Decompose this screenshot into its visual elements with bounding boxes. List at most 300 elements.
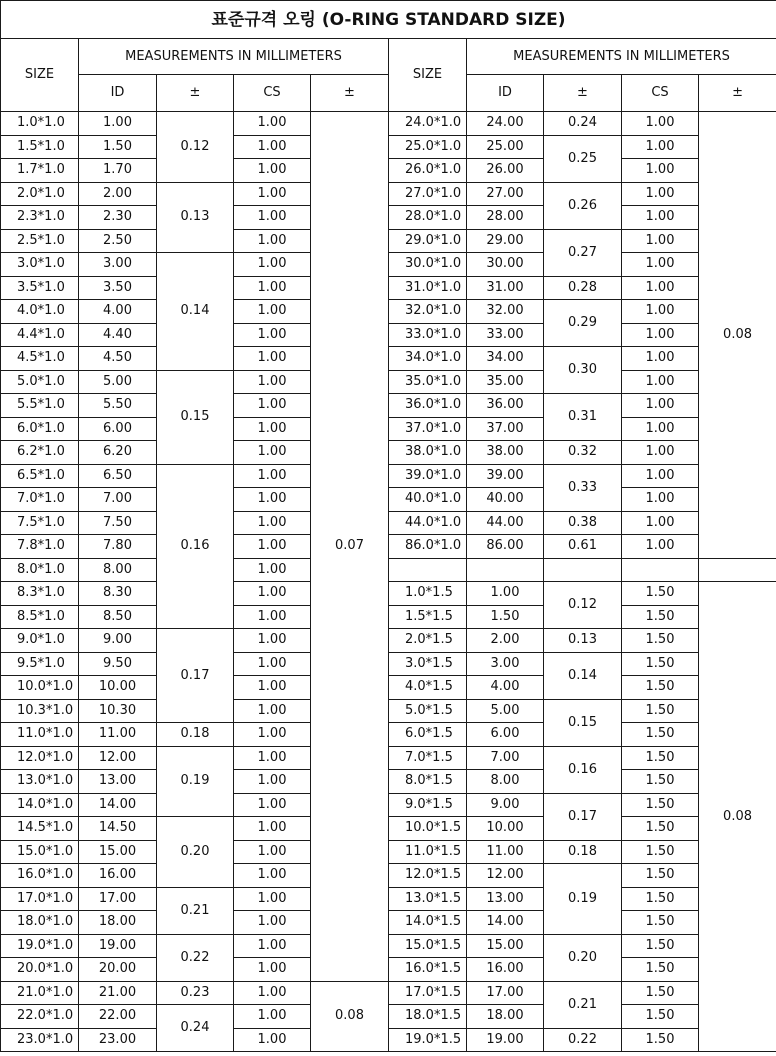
table-row	[1, 253, 776, 277]
id-cell: 39.00	[467, 464, 544, 488]
size-cell: 8.0*1.0	[1, 558, 79, 582]
size-cell: 2.0*1.5	[389, 629, 467, 653]
size-cell: 21.0*1.0	[1, 981, 79, 1005]
id-header-left: ID	[79, 75, 157, 112]
tolerance-cell: 0.16	[157, 464, 234, 629]
cs-cell: 1.00	[234, 817, 311, 841]
tolerance-cell: 0.16	[544, 746, 622, 793]
id-cell: 22.00	[79, 1005, 157, 1029]
size-cell: 24.0*1.0	[389, 112, 467, 136]
size-cell: 19.0*1.5	[389, 1028, 467, 1052]
size-cell: 37.0*1.0	[389, 417, 467, 441]
table-row	[1, 511, 776, 535]
cs-cell: 1.00	[234, 676, 311, 700]
cs-cell: 1.00	[622, 323, 699, 347]
table-row	[1, 394, 776, 418]
table-row	[1, 488, 776, 512]
cs-cell: 1.00	[234, 464, 311, 488]
cs-cell: 1.00	[234, 652, 311, 676]
size-cell: 6.0*1.0	[1, 417, 79, 441]
table-row	[1, 300, 776, 324]
id-cell: 9.50	[79, 652, 157, 676]
table-row	[1, 652, 776, 676]
cs-cell: 1.50	[622, 793, 699, 817]
table-row	[1, 911, 776, 935]
cs-cell: 1.00	[234, 629, 311, 653]
cs-header-left: CS	[234, 75, 311, 112]
size-cell: 9.5*1.0	[1, 652, 79, 676]
cs-cell: 1.00	[622, 135, 699, 159]
id-cell: 4.00	[467, 676, 544, 700]
size-cell: 13.0*1.0	[1, 770, 79, 794]
id-cell: 33.00	[467, 323, 544, 347]
tolerance-cell	[544, 558, 622, 582]
cs-cell: 1.00	[234, 605, 311, 629]
size-cell: 7.0*1.0	[1, 488, 79, 512]
tolerance-cell: 0.38	[544, 511, 622, 535]
table-row	[1, 206, 776, 230]
cs-cell: 1.00	[234, 441, 311, 465]
size-cell: 14.0*1.0	[1, 793, 79, 817]
id-cell: 9.00	[467, 793, 544, 817]
size-cell: 17.0*1.5	[389, 981, 467, 1005]
tolerance-cell: 0.20	[544, 934, 622, 981]
id-cell: 2.00	[79, 182, 157, 206]
id-cell: 29.00	[467, 229, 544, 253]
id-cell: 7.80	[79, 535, 157, 559]
table-row	[1, 958, 776, 982]
tolerance-cell: 0.19	[157, 746, 234, 817]
cs-cell: 1.50	[622, 582, 699, 606]
id-cell: 4.50	[79, 347, 157, 371]
size-cell: 1.0*1.5	[389, 582, 467, 606]
size-cell: 8.3*1.0	[1, 582, 79, 606]
table-row	[1, 770, 776, 794]
size-cell: 6.5*1.0	[1, 464, 79, 488]
cs-cell	[622, 558, 699, 582]
id-cell: 23.00	[79, 1028, 157, 1052]
id-cell: 36.00	[467, 394, 544, 418]
cs-cell: 1.00	[622, 347, 699, 371]
cs-cell: 1.00	[622, 276, 699, 300]
cs-cell: 1.00	[234, 793, 311, 817]
size-cell: 3.0*1.0	[1, 253, 79, 277]
cs-cell: 1.00	[234, 582, 311, 606]
cs-cell: 1.00	[622, 182, 699, 206]
cs-cell: 1.50	[622, 958, 699, 982]
cs-cell: 1.00	[234, 699, 311, 723]
tolerance-cell: 0.17	[157, 629, 234, 723]
table-row	[1, 535, 776, 559]
cs-cell: 1.00	[234, 229, 311, 253]
size-cell: 40.0*1.0	[389, 488, 467, 512]
cs-cell: 1.00	[622, 300, 699, 324]
id-cell: 2.00	[467, 629, 544, 653]
table-title: 표준규격 오링 (O-RING STANDARD SIZE)	[1, 1, 776, 39]
size-cell: 1.5*1.5	[389, 605, 467, 629]
id-cell: 18.00	[79, 911, 157, 935]
cs-cell: 1.00	[234, 370, 311, 394]
tolerance-cell: 0.17	[544, 793, 622, 840]
size-cell: 27.0*1.0	[389, 182, 467, 206]
table-row	[1, 135, 776, 159]
id-cell: 40.00	[467, 488, 544, 512]
cs-cell: 1.00	[234, 300, 311, 324]
table-row	[1, 840, 776, 864]
cs-cell: 1.00	[234, 723, 311, 747]
tolerance-cell: 0.15	[544, 699, 622, 746]
tolerance-cell: 0.13	[157, 182, 234, 253]
size-cell: 1.7*1.0	[1, 159, 79, 183]
cs-cell: 1.00	[622, 464, 699, 488]
cs-header-right: CS	[622, 75, 699, 112]
id-cell: 32.00	[467, 300, 544, 324]
cs-cell: 1.50	[622, 723, 699, 747]
cs-cell: 1.00	[622, 417, 699, 441]
size-cell: 8.0*1.5	[389, 770, 467, 794]
size-cell: 3.5*1.0	[1, 276, 79, 300]
size-cell: 9.0*1.5	[389, 793, 467, 817]
size-cell: 33.0*1.0	[389, 323, 467, 347]
size-cell: 4.4*1.0	[1, 323, 79, 347]
size-cell: 8.5*1.0	[1, 605, 79, 629]
tolerance-cell: 0.30	[544, 347, 622, 394]
id-cell: 18.00	[467, 1005, 544, 1029]
table-row	[1, 582, 776, 606]
cs-cell: 1.00	[234, 511, 311, 535]
size-cell: 19.0*1.0	[1, 934, 79, 958]
id-cell: 27.00	[467, 182, 544, 206]
cs-cell: 1.00	[234, 887, 311, 911]
tolerance-cell: 0.12	[157, 112, 234, 183]
cs-cell: 1.00	[234, 1005, 311, 1029]
cs-cell: 1.00	[622, 488, 699, 512]
tolerance-cell: 0.27	[544, 229, 622, 276]
cs-cell: 1.00	[622, 159, 699, 183]
size-cell: 25.0*1.0	[389, 135, 467, 159]
tolerance-cell: 0.26	[544, 182, 622, 229]
size-cell: 2.3*1.0	[1, 206, 79, 230]
cs-cell: 1.50	[622, 746, 699, 770]
size-cell: 6.2*1.0	[1, 441, 79, 465]
cs-cell: 1.00	[234, 1028, 311, 1052]
table-row	[1, 934, 776, 958]
size-cell: 11.0*1.0	[1, 723, 79, 747]
cs-cell: 1.50	[622, 981, 699, 1005]
size-cell: 12.0*1.5	[389, 864, 467, 888]
size-cell: 36.0*1.0	[389, 394, 467, 418]
size-cell: 16.0*1.5	[389, 958, 467, 982]
cs-cell: 1.50	[622, 629, 699, 653]
tolerance-cell: 0.20	[157, 817, 234, 888]
tolerance-cell: 0.61	[544, 535, 622, 559]
tolerance-cell: 0.24	[157, 1005, 234, 1052]
id-cell: 30.00	[467, 253, 544, 277]
cs-cell: 1.00	[622, 441, 699, 465]
table-row	[1, 441, 776, 465]
cs-cell: 1.00	[234, 934, 311, 958]
cs-cell: 1.50	[622, 1028, 699, 1052]
size-cell: 39.0*1.0	[389, 464, 467, 488]
cs-tolerance-cell: 0.07	[311, 112, 389, 982]
tolerance-cell: 0.22	[157, 934, 234, 981]
size-cell: 2.0*1.0	[1, 182, 79, 206]
size-cell: 10.3*1.0	[1, 699, 79, 723]
id-cell: 17.00	[79, 887, 157, 911]
table-row	[1, 347, 776, 371]
size-cell: 31.0*1.0	[389, 276, 467, 300]
tolerance-cell: 0.18	[544, 840, 622, 864]
tolerance-cell: 0.31	[544, 394, 622, 441]
size-cell: 6.0*1.5	[389, 723, 467, 747]
table-row	[1, 605, 776, 629]
table-row	[1, 1028, 776, 1052]
size-cell: 18.0*1.0	[1, 911, 79, 935]
cs-cell: 1.00	[234, 864, 311, 888]
id-cell: 13.00	[467, 887, 544, 911]
tolerance-cell: 0.14	[544, 652, 622, 699]
id-cell: 9.00	[79, 629, 157, 653]
cs-cell: 1.00	[622, 370, 699, 394]
cs-tolerance-header-left: ±	[311, 75, 389, 112]
id-cell: 3.00	[79, 253, 157, 277]
size-cell: 1.0*1.0	[1, 112, 79, 136]
id-cell: 6.00	[79, 417, 157, 441]
tolerance-cell: 0.12	[544, 582, 622, 629]
cs-cell: 1.00	[234, 253, 311, 277]
table-row	[1, 370, 776, 394]
tolerance-cell: 0.13	[544, 629, 622, 653]
id-cell: 44.00	[467, 511, 544, 535]
id-cell: 16.00	[79, 864, 157, 888]
table-row	[1, 817, 776, 841]
table-row	[1, 793, 776, 817]
tolerance-cell: 0.23	[157, 981, 234, 1005]
id-cell: 3.00	[467, 652, 544, 676]
id-cell: 6.50	[79, 464, 157, 488]
tolerance-cell: 0.28	[544, 276, 622, 300]
cs-cell: 1.00	[234, 417, 311, 441]
size-cell: 2.5*1.0	[1, 229, 79, 253]
size-cell: 15.0*1.0	[1, 840, 79, 864]
id-cell: 6.20	[79, 441, 157, 465]
tolerance-cell: 0.18	[157, 723, 234, 747]
table-row	[1, 676, 776, 700]
id-cell: 28.00	[467, 206, 544, 230]
tolerance-cell: 0.24	[544, 112, 622, 136]
cs-cell: 1.00	[622, 535, 699, 559]
table-body	[1, 112, 776, 1052]
id-cell: 8.00	[467, 770, 544, 794]
id-cell: 2.30	[79, 206, 157, 230]
table-row	[1, 112, 776, 136]
id-cell: 11.00	[467, 840, 544, 864]
id-cell: 12.00	[467, 864, 544, 888]
id-cell: 24.00	[467, 112, 544, 136]
table-row	[1, 723, 776, 747]
size-cell: 28.0*1.0	[389, 206, 467, 230]
id-cell: 7.00	[467, 746, 544, 770]
table-row	[1, 417, 776, 441]
size-cell: 38.0*1.0	[389, 441, 467, 465]
id-cell: 4.00	[79, 300, 157, 324]
cs-cell: 1.00	[234, 770, 311, 794]
id-cell: 6.00	[467, 723, 544, 747]
id-cell: 1.00	[79, 112, 157, 136]
cs-cell: 1.00	[234, 746, 311, 770]
table-row	[1, 699, 776, 723]
id-cell: 10.00	[467, 817, 544, 841]
size-cell: 3.0*1.5	[389, 652, 467, 676]
id-cell: 20.00	[79, 958, 157, 982]
table-row	[1, 276, 776, 300]
cs-cell: 1.00	[622, 394, 699, 418]
cs-cell: 1.00	[622, 229, 699, 253]
id-cell: 1.70	[79, 159, 157, 183]
id-cell: 3.50	[79, 276, 157, 300]
cs-cell: 1.00	[234, 323, 311, 347]
cs-cell: 1.50	[622, 770, 699, 794]
cs-cell: 1.50	[622, 934, 699, 958]
cs-cell: 1.00	[234, 276, 311, 300]
size-cell: 12.0*1.0	[1, 746, 79, 770]
size-cell: 7.8*1.0	[1, 535, 79, 559]
id-cell: 19.00	[79, 934, 157, 958]
cs-cell: 1.50	[622, 911, 699, 935]
id-cell: 86.00	[467, 535, 544, 559]
cs-cell: 1.00	[234, 112, 311, 136]
size-cell: 5.0*1.5	[389, 699, 467, 723]
cs-cell: 1.00	[234, 159, 311, 183]
size-cell: 7.5*1.0	[1, 511, 79, 535]
size-cell: 22.0*1.0	[1, 1005, 79, 1029]
id-cell: 5.00	[79, 370, 157, 394]
id-cell: 14.00	[467, 911, 544, 935]
cs-cell: 1.00	[234, 182, 311, 206]
id-cell: 13.00	[79, 770, 157, 794]
id-cell: 10.00	[79, 676, 157, 700]
table-row	[1, 746, 776, 770]
cs-tolerance-header-right: ±	[699, 75, 776, 112]
tolerance-header-left: ±	[157, 75, 234, 112]
cs-cell: 1.50	[622, 652, 699, 676]
id-cell: 14.00	[79, 793, 157, 817]
id-cell: 31.00	[467, 276, 544, 300]
size-cell: 34.0*1.0	[389, 347, 467, 371]
table-row	[1, 981, 776, 1005]
tolerance-cell: 0.22	[544, 1028, 622, 1052]
id-cell: 38.00	[467, 441, 544, 465]
cs-cell: 1.00	[234, 535, 311, 559]
cs-tolerance-cell: 0.08	[311, 981, 389, 1052]
size-cell: 10.0*1.5	[389, 817, 467, 841]
cs-cell: 1.00	[622, 511, 699, 535]
measurements-header-left: MEASUREMENTS IN MILLIMETERS	[79, 39, 389, 75]
id-cell: 1.50	[467, 605, 544, 629]
id-cell: 1.50	[79, 135, 157, 159]
cs-cell: 1.50	[622, 887, 699, 911]
cs-cell: 1.00	[622, 206, 699, 230]
id-cell: 16.00	[467, 958, 544, 982]
size-cell: 15.0*1.5	[389, 934, 467, 958]
cs-cell: 1.50	[622, 605, 699, 629]
size-cell: 9.0*1.0	[1, 629, 79, 653]
table-row	[1, 887, 776, 911]
cs-cell: 1.50	[622, 676, 699, 700]
cs-cell: 1.50	[622, 699, 699, 723]
table-row	[1, 864, 776, 888]
size-cell: 1.5*1.0	[1, 135, 79, 159]
cs-cell: 1.00	[622, 253, 699, 277]
id-cell: 12.00	[79, 746, 157, 770]
id-cell: 35.00	[467, 370, 544, 394]
tolerance-cell: 0.33	[544, 464, 622, 511]
size-cell: 29.0*1.0	[389, 229, 467, 253]
table-row	[1, 629, 776, 653]
id-cell: 1.00	[467, 582, 544, 606]
id-cell: 8.00	[79, 558, 157, 582]
size-cell: 14.5*1.0	[1, 817, 79, 841]
size-cell: 14.0*1.5	[389, 911, 467, 935]
tolerance-cell: 0.25	[544, 135, 622, 182]
table-row	[1, 182, 776, 206]
size-cell: 5.5*1.0	[1, 394, 79, 418]
id-cell: 11.00	[79, 723, 157, 747]
cs-cell: 1.00	[234, 347, 311, 371]
table-row	[1, 464, 776, 488]
cs-cell: 1.00	[234, 558, 311, 582]
id-cell	[467, 558, 544, 582]
tolerance-header-right: ±	[544, 75, 622, 112]
size-cell: 10.0*1.0	[1, 676, 79, 700]
cs-tolerance-cell	[699, 558, 776, 582]
id-cell: 8.30	[79, 582, 157, 606]
id-cell: 7.00	[79, 488, 157, 512]
id-cell: 15.00	[467, 934, 544, 958]
cs-cell: 1.00	[234, 135, 311, 159]
size-header-right: SIZE	[389, 39, 467, 112]
tolerance-cell: 0.29	[544, 300, 622, 347]
size-cell: 5.0*1.0	[1, 370, 79, 394]
size-cell: 7.0*1.5	[389, 746, 467, 770]
id-cell: 25.00	[467, 135, 544, 159]
id-cell: 15.00	[79, 840, 157, 864]
cs-cell: 1.00	[234, 206, 311, 230]
cs-cell: 1.50	[622, 864, 699, 888]
tolerance-cell: 0.21	[157, 887, 234, 934]
table-row	[1, 323, 776, 347]
size-cell: 32.0*1.0	[389, 300, 467, 324]
id-cell: 34.00	[467, 347, 544, 371]
table-row	[1, 229, 776, 253]
id-cell: 17.00	[467, 981, 544, 1005]
cs-cell: 1.00	[234, 981, 311, 1005]
id-cell: 2.50	[79, 229, 157, 253]
cs-cell: 1.50	[622, 817, 699, 841]
id-cell: 14.50	[79, 817, 157, 841]
tolerance-cell: 0.19	[544, 864, 622, 935]
cs-cell: 1.00	[234, 958, 311, 982]
size-cell: 11.0*1.5	[389, 840, 467, 864]
cs-cell: 1.50	[622, 840, 699, 864]
id-cell: 4.40	[79, 323, 157, 347]
id-cell: 7.50	[79, 511, 157, 535]
cs-cell: 1.00	[234, 840, 311, 864]
table-row	[1, 558, 776, 582]
size-cell: 4.0*1.5	[389, 676, 467, 700]
size-cell: 23.0*1.0	[1, 1028, 79, 1052]
id-cell: 5.50	[79, 394, 157, 418]
